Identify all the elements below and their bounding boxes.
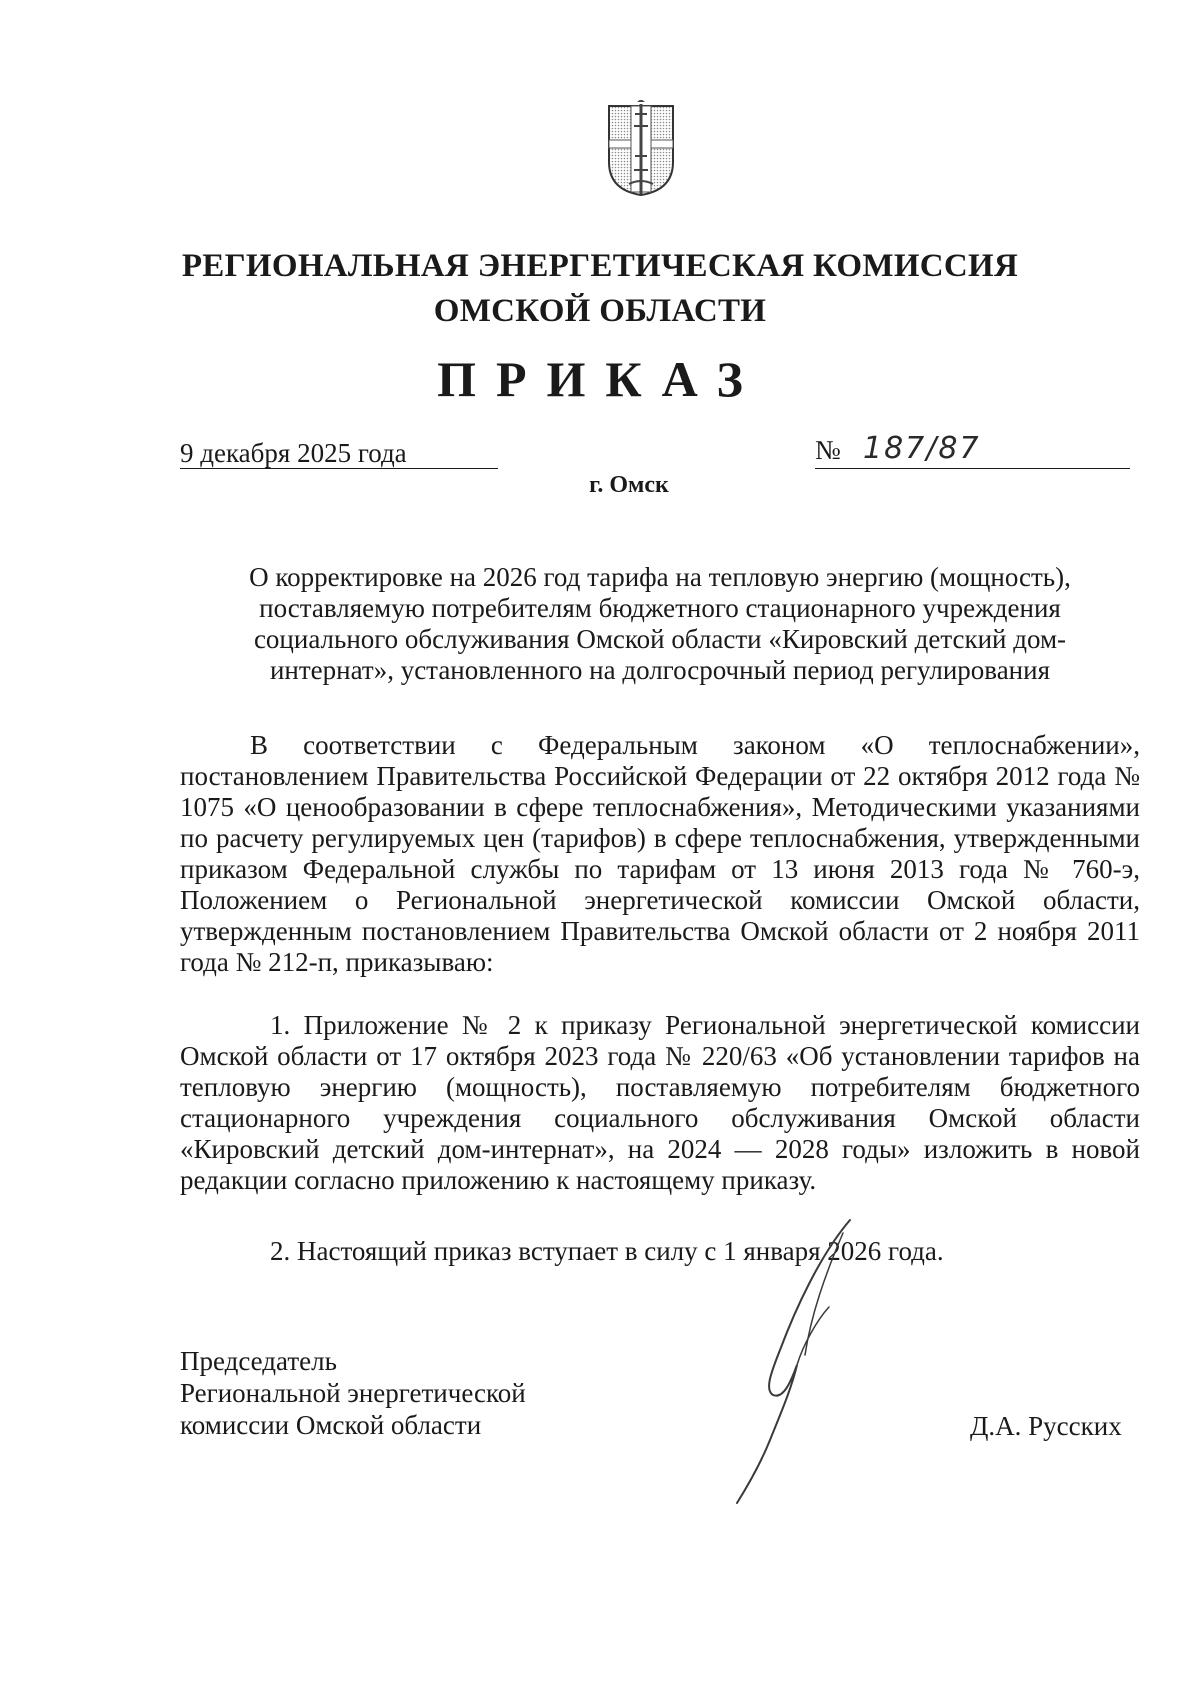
order-number-handwritten: 187/87 xyxy=(863,431,981,466)
omsk-region-coat-of-arms-icon xyxy=(605,100,677,198)
subject-line: интернат», установленного на долгосрочный период регулирования xyxy=(269,655,1050,685)
position-line: Председатель xyxy=(180,1346,337,1376)
handwritten-signature-icon xyxy=(725,1215,875,1505)
order-number-field xyxy=(815,432,1130,469)
subject-line: О корректировке на 2026 год тарифа на тепловую энергию (мощность), xyxy=(249,562,1071,592)
order-city: г. Омск xyxy=(589,472,669,498)
item-1-text: 1. Приложение № 2 к приказу Региональной энергетической комиссии Омской области от 17 октября 2023 года № 220/63 «Об установлении тарифов на тепловую энергию (мощность), поставляемую потребителям бюджетного стационарного учреждения социального обслуживания Омской области «Кировский детский дом-интернат», на 2024 — 2028 годы» изложить в новой редакции согласно приложению к настоящему приказу. xyxy=(180,1010,1140,1195)
position-line: комиссии Омской области xyxy=(180,1410,482,1440)
position-line: Региональной энергетической xyxy=(180,1378,526,1408)
organization-name-line2: ОМСКОЙ ОБЛАСТИ xyxy=(433,293,767,329)
document-type-title: ПРИКАЗ xyxy=(437,351,763,407)
subject-line: поставляемую потребителям бюджетного стационарного учреждения xyxy=(259,593,1061,623)
order-item-1 xyxy=(180,1010,1140,1196)
signatory-position xyxy=(180,1345,526,1441)
subject-line: социального обслуживания Омской области «Кировский детский дом- xyxy=(253,624,1067,654)
order-date: 9 декабря 2025 года xyxy=(180,438,407,468)
item-2-text: 2. Настоящий приказ вступает в силу с 1 января 2026 года. xyxy=(270,1236,944,1266)
preamble-text: В соответствии с Федеральным законом «О теплоснабжении», постановлением Правительства Российской Федерации от 22 октября 2012 года № 1075 «О ценообразовании в сфере теплоснабжения», Методическими указаниями по расчету регулируемых цен (тарифов) в сфере теплоснабжения, утвержденными приказом Федеральной службы по тарифам от 13 июня 2013 года № 760-э, Положением о Региональной энергетической комиссии Омской области, утвержденным постановлением Правительства Омской области от 2 ноября 2011 года № 212-п, приказываю: xyxy=(180,730,1140,977)
order-preamble xyxy=(180,730,1140,978)
order-subject xyxy=(180,562,1140,686)
signatory-name: Д.А. Русских xyxy=(970,1411,1122,1441)
order-item-2 xyxy=(180,1236,1140,1267)
order-date-field xyxy=(180,438,498,469)
order-number-label: № xyxy=(815,435,841,465)
organization-name-line1: РЕГИОНАЛЬНАЯ ЭНЕРГЕТИЧЕСКАЯ КОМИССИЯ xyxy=(181,248,1019,284)
